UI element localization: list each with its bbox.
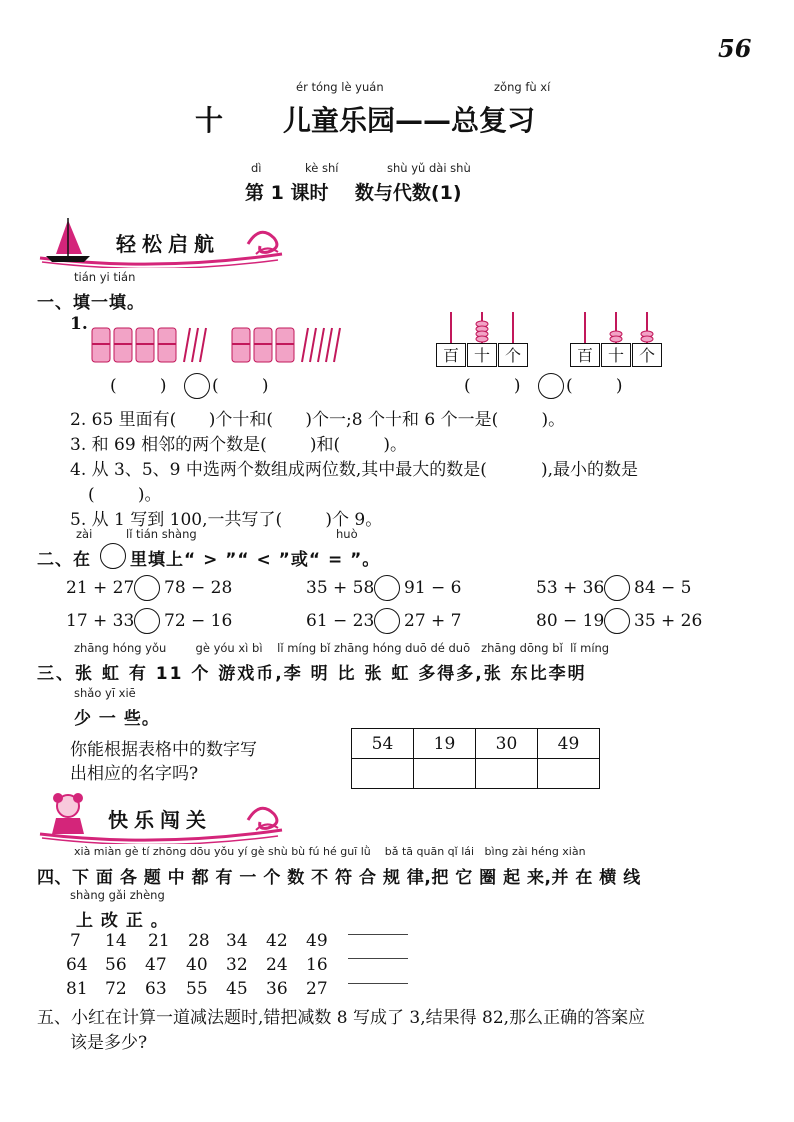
s2-pinyin-b: lǐ tián shàng: [126, 527, 197, 541]
table-row-names: [352, 759, 600, 789]
subtitle-pinyin-a: dì: [251, 161, 262, 175]
abacus-a-label-tens: 十: [467, 343, 497, 367]
compare-right: 35 + 26: [634, 611, 703, 631]
seq-num[interactable]: 28: [188, 931, 210, 951]
s4-heading-2: 上 改 正 。: [76, 911, 169, 931]
page-title: 儿童乐园——总复习: [283, 104, 536, 137]
seq-num[interactable]: 21: [148, 931, 170, 951]
table-cell: 54: [352, 729, 414, 759]
q1-blank-b[interactable]: ( ): [212, 376, 269, 396]
name-input-cell[interactable]: [538, 759, 600, 789]
seq-num[interactable]: 40: [186, 955, 208, 975]
compare-left: 21 + 27: [66, 578, 135, 598]
seq-num[interactable]: 45: [226, 979, 248, 999]
banner-qingsong: [38, 214, 288, 268]
seq-num[interactable]: 56: [105, 955, 127, 975]
abacus-b-label-tens: 十: [601, 343, 631, 367]
question-4: 4. 从 3、5、9 中选两个数组成两位数,其中最大的数是( ),最小的数是: [70, 460, 638, 480]
s4-heading: 四、下 面 各 题 中 都 有 一 个 数 不 符 合 规 律,把 它 圈 起 来,并 在 横 线: [37, 868, 641, 888]
abacus-rods-a: [436, 312, 528, 344]
seq-num[interactable]: 72: [105, 979, 127, 999]
abacus-a-label-hundreds: 百: [436, 343, 466, 367]
s3-pinyin: zhāng hóng yǒu gè yóu xì bì lǐ míng bǐ zhāng hóng duō dé duō zhāng dōng bǐ lǐ míng: [74, 641, 610, 655]
name-input-cell[interactable]: [414, 759, 476, 789]
banner-title-2: 快乐闯关: [108, 808, 212, 832]
table-cell: 19: [414, 729, 476, 759]
s3-heading: 三、张 虹 有 11 个 游戏币,李 明 比 张 虹 多得多,张 东比李明: [37, 664, 587, 684]
s5-line-2: 该是多少?: [70, 1033, 148, 1053]
compare-circle[interactable]: [604, 608, 630, 634]
s1-pinyin: tián yi tián: [74, 270, 136, 284]
compare-circle[interactable]: [134, 608, 160, 634]
table-row-values: [352, 729, 600, 759]
s4-pinyin: xià miàn gè tí zhōng dōu yǒu yí gè shù bù fú hé guī lǜ bǎ tā quān qǐ lái bìng zài héng xiàn: [74, 845, 586, 858]
compare-right: 72 − 16: [164, 611, 233, 631]
abacus-b: [570, 312, 662, 368]
compare-left: 80 − 19: [536, 611, 605, 631]
seq-num[interactable]: 32: [226, 955, 248, 975]
compare-right: 27 + 7: [404, 611, 462, 631]
s3-prompt-1: 你能根据表格中的数字写: [70, 740, 257, 760]
s4-pinyin-2: shàng gǎi zhèng: [70, 888, 165, 902]
seq-num[interactable]: 55: [186, 979, 208, 999]
banner-kuaile: [38, 790, 288, 844]
question-2: 2. 65 里面有( )个十和( )个一;8 个十和 6 个一是( )。: [70, 410, 566, 430]
answer-line[interactable]: [348, 983, 408, 984]
compare-circle[interactable]: [604, 575, 630, 601]
q1-compare-circle-a[interactable]: [184, 373, 210, 399]
seq-num[interactable]: 64: [66, 955, 88, 975]
banner-title-1: 轻松启航: [116, 232, 220, 256]
seq-num[interactable]: 42: [266, 931, 288, 951]
compare-left: 53 + 36: [536, 578, 605, 598]
s1-heading: 一、填一填。: [37, 293, 145, 313]
compare-left: 35 + 58: [306, 578, 375, 598]
s2-heading-b: 里填上“ > ”“ < ”或“ = ”。: [130, 550, 381, 570]
q1-label: 1.: [70, 314, 88, 334]
question-4-cont: ( )。: [88, 485, 162, 505]
s3-heading-2: 少 一 些。: [74, 709, 160, 729]
subtitle-pinyin-b: kè shí: [305, 161, 339, 175]
seq-num[interactable]: 14: [105, 931, 127, 951]
abacus-b-label-hundreds: 百: [570, 343, 600, 367]
sticks-bundle-group-b: [228, 322, 348, 366]
title-number: 十: [195, 104, 224, 137]
answer-line[interactable]: [348, 934, 408, 935]
abacus-b-label-ones: 个: [632, 343, 662, 367]
q1-blank-a[interactable]: ( ): [110, 376, 167, 396]
compare-circle[interactable]: [374, 575, 400, 601]
compare-left: 61 − 23: [306, 611, 375, 631]
q1-blank-c[interactable]: ( ): [464, 376, 521, 396]
s2-pinyin-a: zài: [76, 527, 93, 541]
seq-num[interactable]: 49: [306, 931, 328, 951]
seq-num[interactable]: 34: [226, 931, 248, 951]
table-cell: 49: [538, 729, 600, 759]
s3-pinyin-2: shǎo yī xiē: [74, 686, 136, 700]
name-input-cell[interactable]: [352, 759, 414, 789]
abacus-rods-b: [570, 312, 662, 344]
s2-heading-a: 二、在: [37, 550, 91, 570]
question-3: 3. 和 69 相邻的两个数是( )和( )。: [70, 435, 408, 455]
seq-num[interactable]: 36: [266, 979, 288, 999]
table-cell: 30: [476, 729, 538, 759]
abacus-a: [436, 312, 528, 368]
question-5: 5. 从 1 写到 100,一共写了( )个 9。: [70, 510, 383, 530]
s3-prompt-2: 出相应的名字吗?: [70, 764, 199, 784]
seq-num[interactable]: 7: [70, 931, 81, 951]
s2-pinyin-c: huò: [336, 527, 358, 541]
seq-num[interactable]: 27: [306, 979, 328, 999]
compare-right: 91 − 6: [404, 578, 462, 598]
s5-line-1: 五、小红在计算一道减法题时,错把减数 8 写成了 3,结果得 82,那么正确的答案应: [37, 1008, 646, 1028]
page-number: 56: [718, 34, 752, 63]
compare-right: 84 − 5: [634, 578, 692, 598]
q1-compare-circle-b[interactable]: [538, 373, 564, 399]
compare-left: 17 + 33: [66, 611, 135, 631]
seq-num[interactable]: 63: [145, 979, 167, 999]
seq-num[interactable]: 24: [266, 955, 288, 975]
seq-num[interactable]: 47: [145, 955, 167, 975]
subtitle: 第 1 课时 数与代数(1): [245, 182, 462, 204]
compare-circle[interactable]: [134, 575, 160, 601]
subtitle-pinyin-c: shù yǔ dài shù: [387, 161, 471, 175]
abacus-a-label-ones: 个: [498, 343, 528, 367]
answer-line[interactable]: [348, 958, 408, 959]
title-pinyin-b: zǒng fù xí: [494, 80, 551, 94]
compare-circle[interactable]: [374, 608, 400, 634]
name-input-cell[interactable]: [476, 759, 538, 789]
seq-num[interactable]: 16: [306, 955, 328, 975]
coin-table: [351, 728, 600, 789]
compare-right: 78 − 28: [164, 578, 233, 598]
q1-blank-d[interactable]: ( ): [566, 376, 623, 396]
seq-num[interactable]: 81: [66, 979, 88, 999]
s2-heading-circle: [100, 543, 126, 569]
sticks-bundle-group-a: [88, 322, 218, 366]
title-pinyin-a: ér tóng lè yuán: [296, 80, 384, 94]
